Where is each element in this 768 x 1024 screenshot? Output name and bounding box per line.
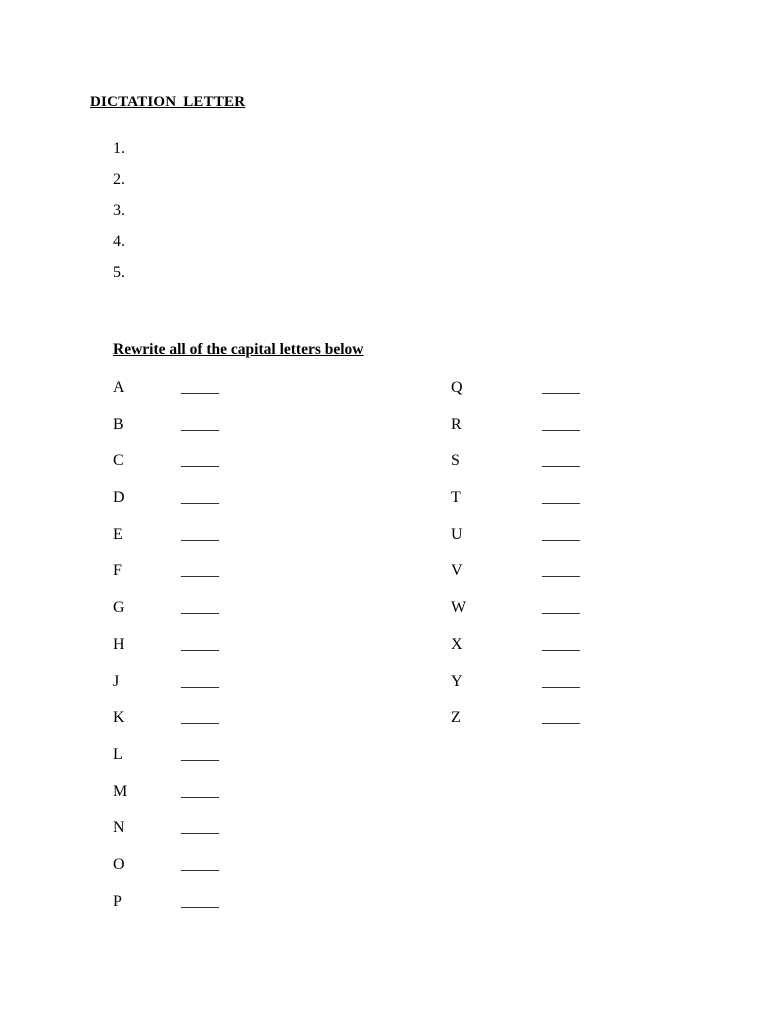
answer-blank[interactable]: _____ (181, 855, 219, 873)
letter-row (113, 525, 313, 562)
capital-letter: L (113, 745, 123, 763)
letter-row (113, 378, 313, 415)
capital-letter: Z (451, 709, 461, 727)
capital-letter: U (451, 525, 463, 543)
answer-blank[interactable]: _____ (181, 745, 219, 763)
dictation-list (113, 139, 125, 294)
capital-letter: R (451, 415, 462, 433)
left-letter-column (113, 378, 313, 928)
letter-row (451, 488, 651, 525)
capital-letter: O (113, 855, 125, 873)
letter-row (451, 598, 651, 635)
letter-row (451, 708, 651, 745)
letter-row (113, 488, 313, 525)
capital-letter: J (113, 672, 120, 690)
answer-blank[interactable]: _____ (542, 452, 580, 470)
letter-row (451, 525, 651, 562)
letter-row (113, 892, 313, 929)
answer-blank[interactable]: _____ (542, 415, 580, 433)
letter-row (113, 598, 313, 635)
letter-row (451, 635, 651, 672)
capital-letter: W (451, 599, 467, 617)
section-heading: Rewrite all of the capital letters below (113, 341, 364, 358)
right-letter-column (451, 378, 651, 745)
letter-row (113, 672, 313, 709)
letter-row (451, 415, 651, 452)
answer-blank[interactable]: _____ (181, 525, 219, 543)
letter-row (113, 818, 313, 855)
letter-row (113, 782, 313, 819)
capital-letter: A (113, 379, 125, 396)
capital-letter: T (451, 489, 461, 507)
answer-blank[interactable]: _____ (542, 672, 580, 690)
capital-letter: D (113, 489, 125, 507)
letter-row (113, 635, 313, 672)
answer-blank[interactable]: _____ (181, 415, 219, 433)
dictation-item-5: 5. (113, 264, 125, 281)
dictation-item-4: 4. (113, 233, 125, 250)
answer-blank[interactable]: _____ (181, 709, 219, 727)
answer-blank[interactable]: _____ (181, 635, 219, 653)
capital-letter: Y (451, 672, 463, 690)
capital-letter: G (113, 599, 125, 617)
letter-row (451, 451, 651, 488)
letter-row (113, 855, 313, 892)
letter-row (113, 745, 313, 782)
dictation-item-3: 3. (113, 202, 125, 219)
capital-letter: X (451, 635, 463, 653)
answer-blank[interactable]: _____ (181, 892, 219, 910)
letter-row (451, 672, 651, 709)
letter-row (113, 451, 313, 488)
capital-letter: M (113, 782, 128, 800)
answer-blank[interactable]: _____ (542, 635, 580, 653)
answer-blank[interactable]: _____ (542, 489, 580, 507)
letter-row (451, 378, 651, 415)
capital-letter: E (113, 525, 123, 543)
answer-blank[interactable]: _____ (542, 562, 580, 580)
answer-blank[interactable]: _____ (542, 379, 580, 396)
capital-letter: Q (451, 379, 463, 396)
capital-letter: B (113, 415, 124, 433)
answer-blank[interactable]: _____ (181, 452, 219, 470)
answer-blank[interactable]: _____ (181, 379, 219, 396)
capital-letter: F (113, 562, 122, 580)
capital-letter: H (113, 635, 125, 653)
capital-letter: V (451, 562, 463, 580)
answer-blank[interactable]: _____ (181, 562, 219, 580)
capital-letter: S (451, 452, 460, 470)
letter-row (113, 708, 313, 745)
answer-blank[interactable]: _____ (181, 819, 219, 837)
letter-row (451, 561, 651, 598)
dictation-item-2: 2. (113, 171, 125, 188)
answer-blank[interactable]: _____ (542, 525, 580, 543)
page-title: DICTATION LETTER (90, 94, 246, 110)
letter-row (113, 561, 313, 598)
answer-blank[interactable]: _____ (542, 599, 580, 617)
answer-blank[interactable]: _____ (181, 599, 219, 617)
answer-blank[interactable]: _____ (542, 709, 580, 727)
capital-letter: P (113, 892, 122, 910)
answer-blank[interactable]: _____ (181, 489, 219, 507)
capital-letter: N (113, 819, 125, 837)
capital-letter: C (113, 452, 124, 470)
answer-blank[interactable]: _____ (181, 782, 219, 800)
answer-blank[interactable]: _____ (181, 672, 219, 690)
dictation-item-1: 1. (113, 140, 125, 157)
capital-letter: K (113, 709, 125, 727)
letter-row (113, 415, 313, 452)
